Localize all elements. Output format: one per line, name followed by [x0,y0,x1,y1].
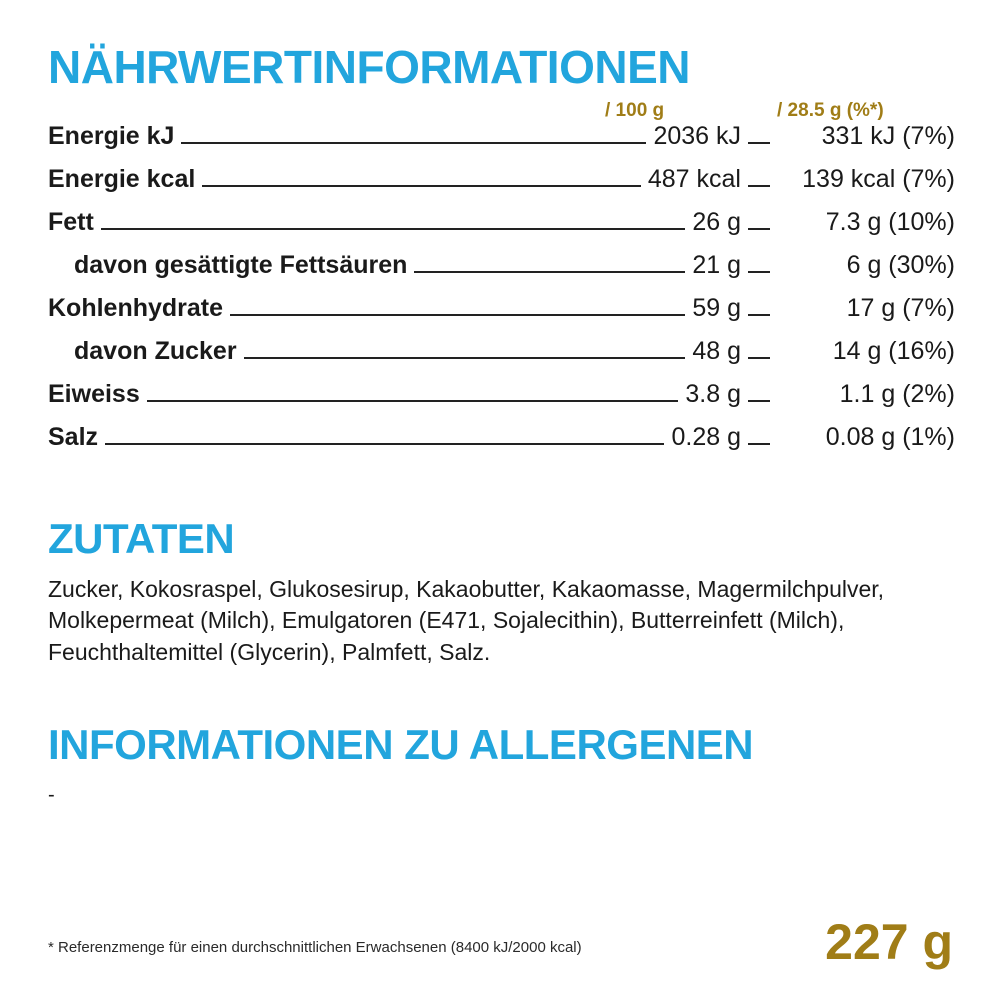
nutrient-value-serving: 1.1 g (2%) [839,380,955,408]
leader-line [105,443,664,445]
leader-line [101,228,686,230]
nutrient-label: Energie kJ [48,122,175,150]
table-row [48,165,955,208]
column-header-per-100g: / 100 g [605,100,665,121]
nutrient-label: Kohlenhydrate [48,294,224,322]
table-row [48,423,955,466]
leader-line [748,357,770,359]
nutrient-value-serving: 6 g (30%) [846,251,955,279]
table-row [48,294,955,337]
allergens-heading: INFORMATIONEN ZU ALLERGENEN [48,720,754,768]
allergens-text: - [48,783,55,806]
table-row [48,208,955,251]
table-row [48,337,955,380]
nutrient-value-100g: 26 g [692,208,741,236]
ingredients-heading: ZUTATEN [48,515,235,562]
leader-line [202,185,641,187]
nutrition-column-headers [48,100,955,122]
nutrient-value-serving: 17 g (7%) [846,294,955,322]
leader-line [748,400,770,402]
allergens-section [48,720,955,807]
nutrient-value-100g: 0.28 g [671,423,741,451]
table-row [48,251,955,294]
nutrient-label: davon Zucker [74,337,237,365]
ingredients-section [48,515,955,668]
leader-line [181,142,646,144]
leader-line [748,314,770,316]
nutrition-heading: NÄHRWERTINFORMATIONEN [48,41,690,93]
leader-line [748,185,770,187]
nutrition-section [48,0,955,466]
nutrient-label: Salz [48,423,99,451]
nutrient-label: Fett [48,208,94,236]
nutrient-label: davon gesättigte Fettsäuren [74,251,408,279]
leader-line [147,400,679,402]
net-weight: 227 g [825,914,953,970]
column-header-per-serving: / 28.5 g (%*) [777,100,884,121]
nutrient-value-serving: 139 kcal (7%) [802,165,955,193]
nutrient-value-100g: 487 kcal [647,165,741,193]
leader-line [230,314,685,316]
leader-line [748,228,770,230]
nutrient-value-100g: 3.8 g [685,380,741,408]
nutrient-label: Eiweiss [48,380,140,408]
reference-intake-footnote: * Referenzmenge für einen durchschnittlichen Erwachsenen (8400 kJ/2000 kcal) [48,939,582,956]
nutrient-label: Energie kcal [48,165,196,193]
table-row [48,122,955,165]
leader-line [244,357,686,359]
nutrient-value-100g: 2036 kJ [653,122,741,150]
leader-line [748,142,770,144]
ingredients-text: Zucker, Kokosraspel, Glukosesirup, Kakaobutter, Kakaomasse, Magermilchpulver, Molkepermeat (Milch), Emulgatoren (E471, Sojalecithin), Butterreinfett (Milch), Feuchthaltemittel (Glycerin), Palmfett, Salz. [48,576,885,665]
leader-line [414,271,685,273]
nutrition-table [48,100,955,466]
leader-line [748,443,770,445]
leader-line [748,271,770,273]
nutrient-value-100g: 59 g [692,294,741,322]
nutrient-value-serving: 331 kJ (7%) [821,122,955,150]
nutrient-value-serving: 7.3 g (10%) [825,208,955,236]
nutrient-value-100g: 48 g [692,337,741,365]
nutrient-value-serving: 0.08 g (1%) [825,423,955,451]
nutrient-value-100g: 21 g [692,251,741,279]
nutrient-value-serving: 14 g (16%) [832,337,955,365]
table-row [48,380,955,423]
